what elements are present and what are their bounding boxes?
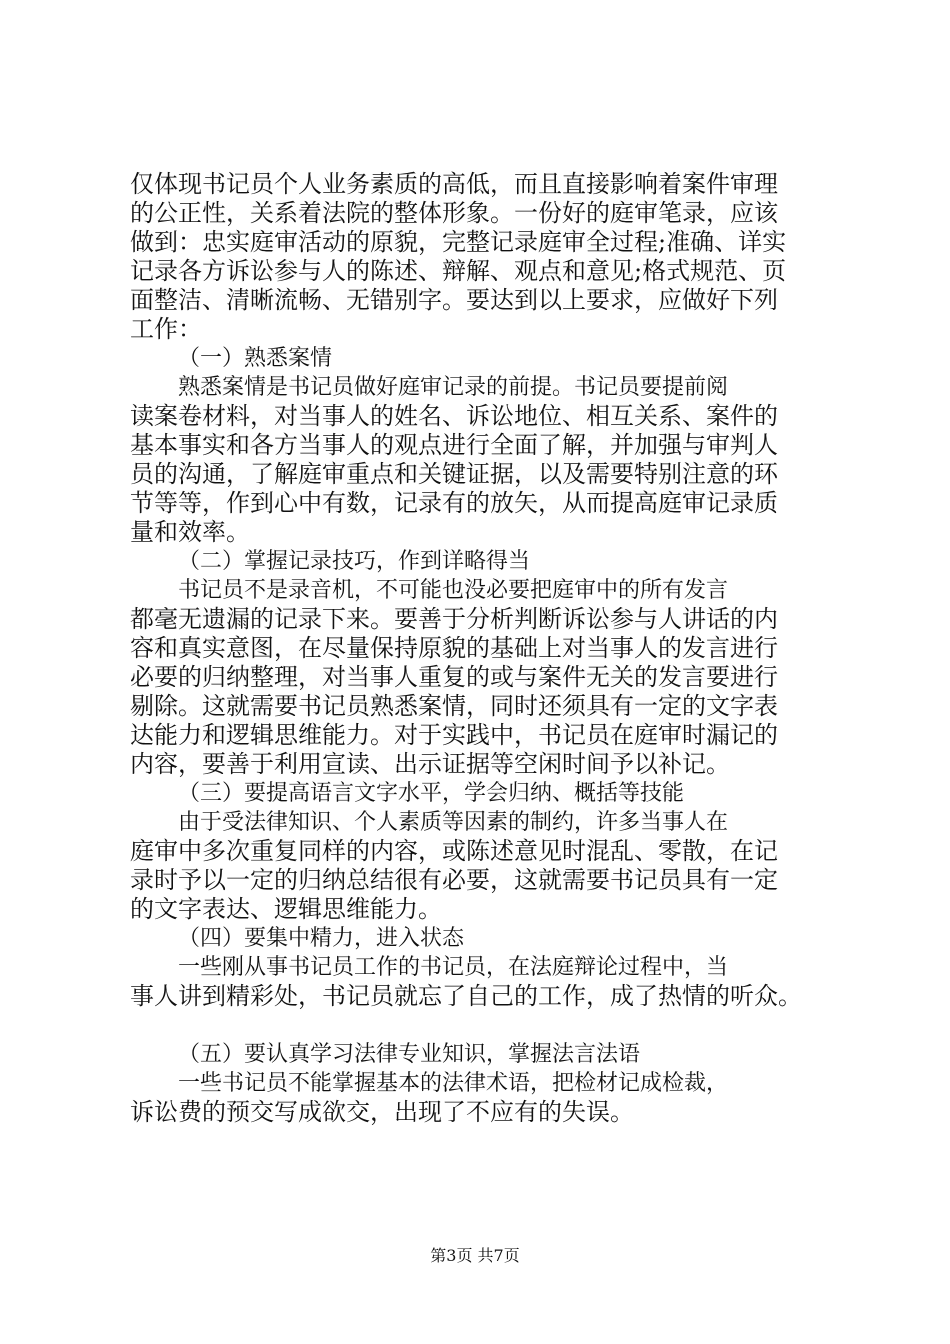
text-line: 剔除。这就需要书记员熟悉案情，同时还须具有一定的文字表 [130, 692, 778, 720]
section-heading-3: （三）要提高语言文字水平，学会归纳、概括等技能 [178, 781, 685, 806]
text-line: 事人讲到精彩处，书记员就忘了自己的工作，成了热情的听众。 [130, 982, 802, 1010]
text-line: 诉讼费的预交写成欲交，出现了不应有的失误。 [130, 1098, 634, 1126]
text-line: 书记员不是录音机，不可能也没必要把庭审中的所有发言 [178, 578, 729, 603]
text-line: 的公正性，关系着法院的整体形象。一份好的庭审笔录，应该 [130, 199, 778, 227]
blank-line [130, 1011, 830, 1040]
text-line: 达能力和逻辑思维能力。对于实践中，书记员在庭审时漏记的 [130, 721, 778, 749]
text-line: 的文字表达、逻辑思维能力。 [130, 895, 442, 923]
text-line: 员的沟通，了解庭审重点和关键证据，以及需要特别注意的环 [130, 460, 778, 488]
text-line: 仅体现书记员个人业务素质的高低，而且直接影响着案件审理 [130, 170, 778, 198]
section-heading-5: （五）要认真学习法律专业知识，掌握法言法语 [178, 1042, 641, 1067]
text-line: 内容，要善于利用宣读、出示证据等空闲时间予以补记。 [130, 750, 730, 778]
text-line: 一些刚从事书记员工作的书记员，在法庭辩论过程中，当 [178, 955, 729, 980]
text-line: 工作： [130, 315, 202, 343]
text-line: 量和效率。 [130, 518, 250, 546]
text-line: 熟悉案情是书记员做好庭审记录的前提。书记员要提前阅 [178, 375, 729, 400]
text-line: 基本事实和各方当事人的观点进行全面了解，并加强与审判人 [130, 431, 778, 459]
text-line: 节等等，作到心中有数，记录有的放矢，从而提高庭审记录质 [130, 489, 778, 517]
body-text [130, 170, 830, 1127]
section-heading-4: （四）要集中精力，进入状态 [178, 926, 465, 951]
text-line: 一些书记员不能掌握基本的法律术语，把检材记成检裁， [178, 1071, 729, 1096]
text-line: 面整洁、清晰流畅、无错别字。要达到以上要求，应做好下列 [130, 286, 778, 314]
page-number: 第3页 共7页 [430, 1246, 520, 1265]
section-heading-2: （二）掌握记录技巧，作到详略得当 [178, 549, 531, 574]
text-line: 必要的归纳整理，对当事人重复的或与案件无关的发言要进行 [130, 663, 778, 691]
text-line: 由于受法律知识、个人素质等因素的制约，许多当事人在 [178, 810, 729, 835]
text-line: 都毫无遗漏的记录下来。要善于分析判断诉讼参与人讲话的内 [130, 605, 778, 633]
text-line: 录时予以一定的归纳总结很有必要，这就需要书记员具有一定 [130, 866, 778, 894]
text-line: 做到：忠实庭审活动的原貌，完整记录庭审全过程;准确、详实 [130, 228, 787, 256]
text-line: 读案卷材料，对当事人的姓名、诉讼地位、相互关系、案件的 [130, 402, 778, 430]
section-heading-1: （一）熟悉案情 [178, 346, 333, 371]
text-line: 记录各方诉讼参与人的陈述、辩解、观点和意见;格式规范、页 [130, 257, 787, 285]
text-line: 容和真实意图，在尽量保持原貌的基础上对当事人的发言进行 [130, 634, 778, 662]
text-line: 庭审中多次重复同样的内容，或陈述意见时混乱、零散，在记 [130, 837, 778, 865]
